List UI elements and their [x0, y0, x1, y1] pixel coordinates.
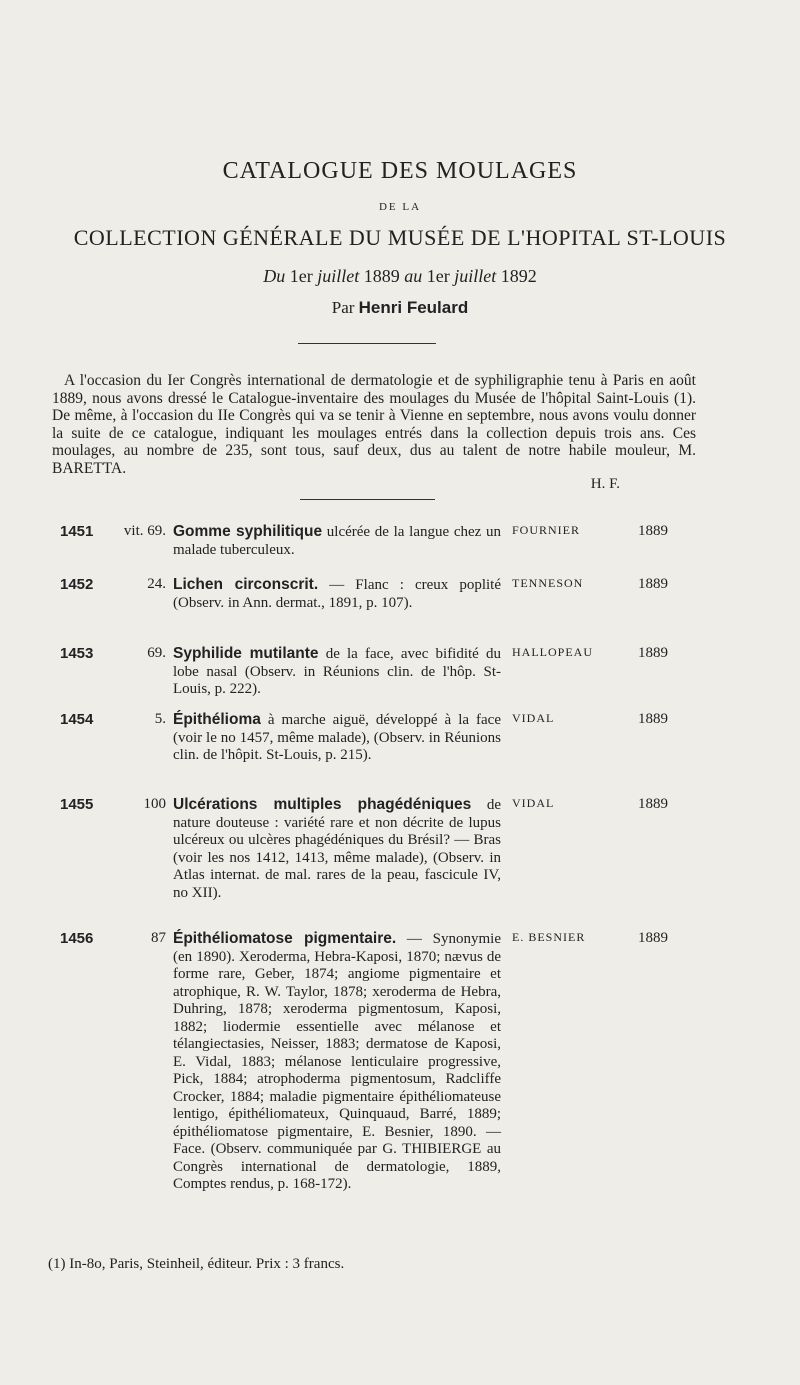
entry-ref: 87 [151, 930, 166, 946]
entry-author: VIDAL [512, 711, 555, 725]
entry-ref: 100 [143, 796, 166, 812]
entry-year: 1889 [638, 930, 668, 946]
entry-ref: 69. [147, 645, 166, 661]
entry-number: 1452 [60, 576, 94, 593]
entry-heading: Épithéliomatose pigmentaire. [173, 930, 397, 947]
entry-text: — Flanc : creux poplité (Observ. in Ann. dermat., 1891, p. 107). [173, 577, 501, 611]
entry-year: 1889 [638, 796, 668, 812]
entry-number: 1453 [60, 645, 94, 662]
entry-year: 1889 [638, 645, 668, 661]
entry-ref: 5. [154, 711, 166, 727]
dates-first-end: 1er [426, 266, 450, 286]
subtitle-de-la: DE LA [378, 201, 422, 213]
entry-author: TENNESON [512, 576, 584, 590]
catalogue-title: CATALOGUE DES MOULAGES [222, 158, 578, 184]
dates-year-start: 1889 [363, 266, 400, 286]
dates-month-start: juillet [317, 266, 360, 286]
entry-description [173, 930, 501, 1194]
entry-year: 1889 [638, 576, 668, 592]
entry-number: 1451 [60, 523, 94, 540]
entry-year: 1889 [638, 711, 668, 727]
author-name: Henri Feulard [358, 298, 469, 317]
entry-description [173, 576, 501, 612]
entry-heading: Épithélioma [173, 711, 261, 728]
entry-text: — Synonymie (en 1890). Xeroderma, Hebra-Kaposi, 1870; nævus de forme rare, Geber, 1874; angiome pigmentaire et atrophique, R. W. Taylor, 1878; xeroderma de Hebra, Duhring, 1878; xeroderma pigmentosum, Kaposi, 1882; liodermie essentielle avec mélanose et télangiectasies, Neisser, 1883; dermatose de Kaposi, E. Vidal, 1883; mélanose lenticulaire progressive, Pick, 1884; atrophoderma pigmentosum, Radcliffe Crocker, 1884; maladie pigmentaire épithéliomateuse lentigo, épithéliomateux, Quinquaud, Barré, 1889; épithéliomatose pigmentaire, E. Besnier, 1890. — Face. (Observ. communiquée par G. THIBIERGE au Congrès international de dermatologie, 1889, Comptes rendus, p. 168-172). [173, 931, 502, 1192]
entry-text: de la face, avec bifidité du lobe nasal (Observ. in Réunions clin. de l'hôp. St-Louis, p. 222). [173, 646, 502, 697]
entry-description [173, 711, 501, 765]
divider-top [298, 343, 436, 344]
dates-month-end: juillet [454, 266, 497, 286]
dates-year-end: 1892 [500, 266, 537, 286]
entry-author: FOURNIER [512, 523, 581, 537]
byline-par: Par [331, 298, 355, 317]
date-range [0, 266, 800, 287]
entry-description [173, 796, 501, 902]
entry-text: de nature douteuse : variété rare et non décrite de lupus ulcéreux ou ulcères phagédéniques du Brésil? — Bras (voir les nos 1412, 1413, même malade), (Observ. in Atlas internat. de mal. rares de la peau, fascicule IV, no XII). [173, 797, 501, 901]
entry-heading: Ulcérations multiples phagédéniques [173, 796, 472, 813]
byline [0, 298, 800, 318]
entry-number: 1455 [60, 796, 94, 813]
footnote: (1) In-8o, Paris, Steinheil, éditeur. Prix : 3 francs. [48, 1256, 345, 1272]
entry-description [173, 645, 501, 699]
entry-author: VIDAL [512, 796, 555, 810]
entry-text: à marche aiguë, développé à la face (voir le no 1457, même malade), (Observ. in Réunions clin. de l'hôpit. St-Louis, p. 215). [173, 712, 501, 763]
entry-number: 1454 [60, 711, 94, 728]
entry-year: 1889 [638, 523, 668, 539]
entry-author: E. BESNIER [512, 930, 586, 944]
dates-au: au [404, 266, 423, 286]
entry-heading: Syphilide mutilante [173, 645, 319, 662]
entry-heading: Gomme syphilitique [173, 523, 323, 540]
entry-ref: 24. [147, 576, 166, 592]
divider-bottom [300, 499, 435, 500]
entry-number: 1456 [60, 930, 94, 947]
dates-first: 1er [289, 266, 313, 286]
signature: H. F. [590, 476, 620, 492]
dates-du: Du [263, 266, 286, 286]
entry-text: ulcérée de la langue chez un malade tuberculeux. [173, 524, 502, 558]
entry-author: HALLOPEAU [512, 645, 593, 659]
intro-paragraph: A l'occasion du Ier Congrès international de dermatologie et de syphiligraphie tenu à Paris en août 1889, nous avons dressé le Catalogue-inventaire des moulages du Musée de l'hôpital Saint-Louis (1). De même, à l'occasion du IIe Congrès qui va se tenir à Vienne en septembre, nous avons voulu donner la suite de ce catalogue, indiquant les moulages entrés dans la collection depuis trois ans. Ces moulages, au nombre de 235, sont tous, sauf deux, dus au talent de notre habile mouleur, M. BARETTA. [52, 372, 696, 477]
entry-heading: Lichen circonscrit. [173, 576, 319, 593]
entry-ref: vit. 69. [123, 523, 166, 539]
entry-description [173, 523, 501, 559]
collection-title: COLLECTION GÉNÉRALE DU MUSÉE DE L'HOPITAL ST-LOUIS [73, 225, 727, 250]
